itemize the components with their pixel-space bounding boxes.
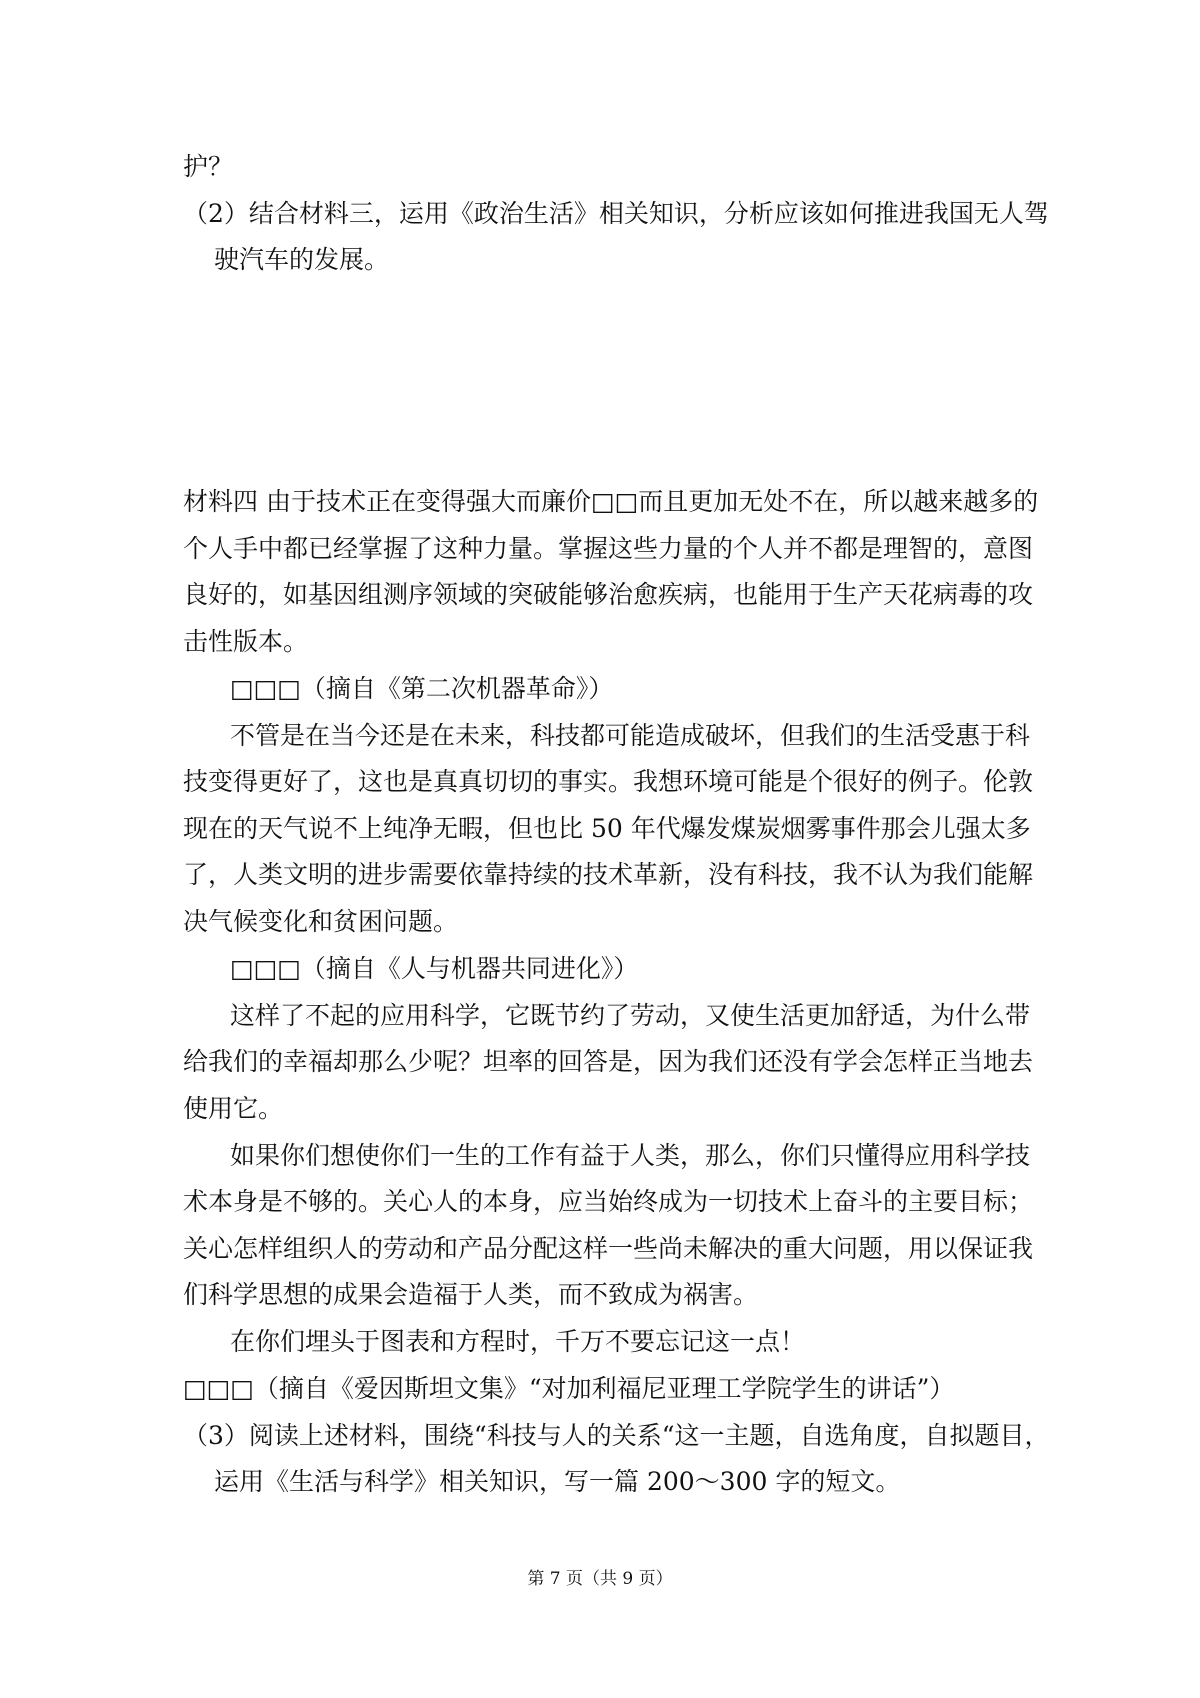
question-2-line-2: 驶汽车的发展。 xyxy=(214,245,390,274)
material-4-para-1-line-1: 材料四 由于技术正在变得强大而廉价□□而且更加无处不在，所以越来越多的 xyxy=(183,487,1039,516)
question-3-line-2: 运用《生活与科学》相关知识，写一篇 200～300 字的短文。 xyxy=(214,1467,901,1496)
question-2-line-1: （2）结合材料三，运用《政治生活》相关知识，分析应该如何推进我国无人驾 xyxy=(183,199,1049,228)
material-4-para-3-line-1: 这样了不起的应用科学，它既节约了劳动，又使生活更加舒适，为什么带 xyxy=(230,1001,1031,1030)
material-4-para-3-line-3: 使用它。 xyxy=(183,1094,284,1123)
material-4-para-4-line-4: 们科学思想的成果会造福于人类，而不致成为祸害。 xyxy=(183,1280,759,1309)
page-footer: 第 7 页（共 9 页） xyxy=(527,1569,673,1589)
material-4-para-2-line-3: 现在的天气说不上纯净无暇，但也比 50 年代爆发煤炭烟雾事件那会儿强太多 xyxy=(183,814,1031,843)
material-4-para-4-line-1: 如果你们想使你们一生的工作有益于人类，那么，你们只懂得应用科学技 xyxy=(230,1141,1031,1170)
continuation-text: 护？ xyxy=(183,152,234,181)
material-4-para-2-line-4: 了，人类文明的进步需要依靠持续的技术革新，没有科技，我不认为我们能解 xyxy=(183,860,1034,889)
material-4-para-1-line-3: 良好的，如基因组测序领域的突破能够治愈疾病，也能用于生产天花病毒的攻 xyxy=(183,580,1034,609)
material-4-para-4-line-2: 术本身是不够的。关心人的本身，应当始终成为一切技术上奋斗的主要目标； xyxy=(183,1187,1034,1216)
material-4-source-3: □□□（摘自《爱因斯坦文集》“对加利福尼亚理工学院学生的讲话”） xyxy=(183,1374,955,1403)
question-3-line-1: （3）阅读上述材料，围绕“科技与人的关系“这一主题，自选角度，自拟题目， xyxy=(183,1421,1050,1450)
material-4-para-2-line-2: 技变得更好了，这也是真真切切的事实。我想环境可能是个很好的例子。伦敦 xyxy=(183,767,1034,796)
material-4-para-2-line-5: 决气候变化和贫困问题。 xyxy=(183,907,459,936)
material-4-para-2-line-1: 不管是在当今还是在未来，科技都可能造成破坏，但我们的生活受惠于科 xyxy=(230,721,1031,750)
material-4-para-1-line-4: 击性版本。 xyxy=(183,627,309,656)
material-4-source-1: □□□（摘自《第二次机器革命》） xyxy=(230,674,614,703)
material-4-para-1-line-2: 个人手中都已经掌握了这种力量。掌握这些力量的个人并不都是理智的，意图 xyxy=(183,534,1034,563)
material-4-source-2: □□□（摘自《人与机器共同进化》） xyxy=(230,954,639,983)
material-4-para-4-line-3: 关心怎样组织人的劳动和产品分配这样一些尚未解决的重大问题，用以保证我 xyxy=(183,1234,1034,1263)
material-4-para-3-line-2: 给我们的幸福却那么少呢？坦率的回答是，因为我们还没有学会怎样正当地去 xyxy=(183,1047,1034,1076)
material-4-para-5: 在你们埋头于图表和方程时，千万不要忘记这一点！ xyxy=(230,1327,806,1356)
